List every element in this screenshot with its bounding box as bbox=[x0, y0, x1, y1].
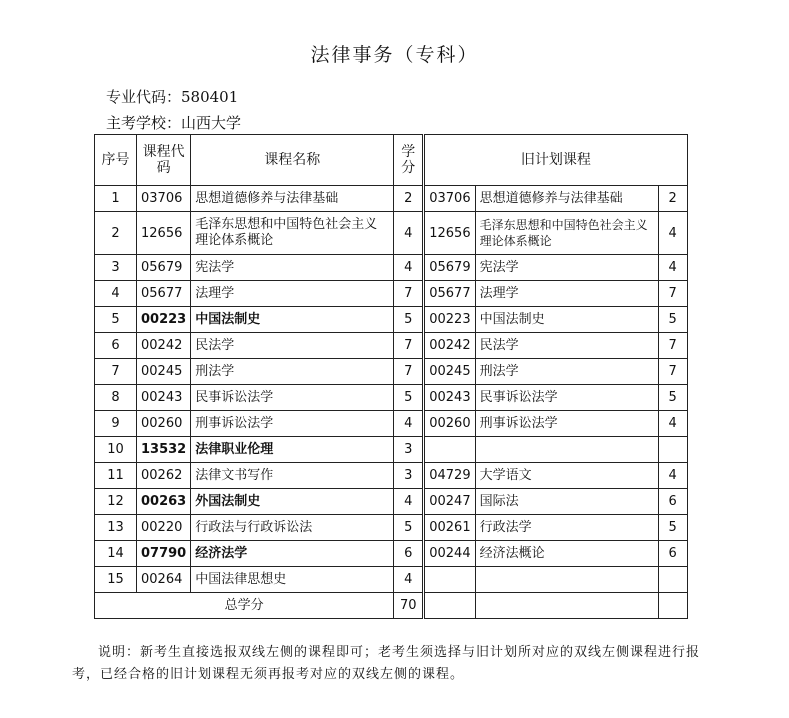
cell-old-credits: 5 bbox=[658, 385, 687, 411]
table-row bbox=[95, 333, 688, 359]
cell-old-name: 民事诉讼法学 bbox=[475, 385, 658, 411]
empty-cell bbox=[424, 593, 475, 619]
course-table bbox=[94, 134, 688, 619]
cell-code: 00264 bbox=[137, 567, 191, 593]
cell-credits: 5 bbox=[394, 385, 424, 411]
cell-no: 4 bbox=[95, 281, 137, 307]
cell-old-code: 00261 bbox=[424, 515, 475, 541]
cell-no: 7 bbox=[95, 359, 137, 385]
cell-old-credits: 4 bbox=[658, 411, 687, 437]
cell-old-name: 刑法学 bbox=[475, 359, 658, 385]
table-row bbox=[95, 212, 688, 255]
cell-code: 05677 bbox=[137, 281, 191, 307]
header-old-plan: 旧计划课程 bbox=[424, 135, 687, 186]
cell-credits: 7 bbox=[394, 281, 424, 307]
cell-code: 03706 bbox=[137, 186, 191, 212]
cell-no: 6 bbox=[95, 333, 137, 359]
cell-name: 法律文书写作 bbox=[191, 463, 394, 489]
cell-name: 毛泽东思想和中国特色社会主义理论体系概论 bbox=[191, 212, 394, 255]
cell-old-name: 刑事诉讼法学 bbox=[475, 411, 658, 437]
cell-credits: 4 bbox=[394, 567, 424, 593]
cell-code: 12656 bbox=[137, 212, 191, 255]
cell-credits: 3 bbox=[394, 437, 424, 463]
cell-old-name bbox=[475, 437, 658, 463]
cell-name: 中国法律思想史 bbox=[191, 567, 394, 593]
cell-no: 10 bbox=[95, 437, 137, 463]
table-row bbox=[95, 541, 688, 567]
cell-old-name: 行政法学 bbox=[475, 515, 658, 541]
cell-name: 刑事诉讼法学 bbox=[191, 411, 394, 437]
cell-no: 1 bbox=[95, 186, 137, 212]
table-row bbox=[95, 385, 688, 411]
cell-credits: 4 bbox=[394, 212, 424, 255]
cell-code: 00220 bbox=[137, 515, 191, 541]
cell-old-name: 中国法制史 bbox=[475, 307, 658, 333]
cell-old-name bbox=[475, 567, 658, 593]
cell-old-credits: 2 bbox=[658, 186, 687, 212]
cell-old-credits: 7 bbox=[658, 281, 687, 307]
cell-old-code: 00260 bbox=[424, 411, 475, 437]
cell-code: 00260 bbox=[137, 411, 191, 437]
cell-old-code bbox=[424, 437, 475, 463]
cell-name: 法律职业伦理 bbox=[191, 437, 394, 463]
cell-old-credits: 5 bbox=[658, 515, 687, 541]
cell-old-credits: 7 bbox=[658, 359, 687, 385]
cell-old-credits bbox=[658, 567, 687, 593]
cell-old-credits bbox=[658, 437, 687, 463]
empty-cell bbox=[658, 593, 687, 619]
cell-no: 12 bbox=[95, 489, 137, 515]
cell-name: 外国法制史 bbox=[191, 489, 394, 515]
cell-credits: 7 bbox=[394, 359, 424, 385]
cell-credits: 3 bbox=[394, 463, 424, 489]
cell-old-credits: 4 bbox=[658, 463, 687, 489]
cell-old-credits: 6 bbox=[658, 489, 687, 515]
cell-code: 07790 bbox=[137, 541, 191, 567]
table-row bbox=[95, 186, 688, 212]
cell-credits: 5 bbox=[394, 515, 424, 541]
note-text: 说明：新考生直接选报双线左侧的课程即可；老考生须选择与旧计划所对应的双线左侧课程进行报考，已经合格的旧计划课程无须再报考对应的双线左侧的课程。 bbox=[72, 645, 701, 682]
cell-credits: 7 bbox=[394, 333, 424, 359]
cell-name: 民事诉讼法学 bbox=[191, 385, 394, 411]
cell-no: 13 bbox=[95, 515, 137, 541]
cell-old-code: 00247 bbox=[424, 489, 475, 515]
cell-name: 法理学 bbox=[191, 281, 394, 307]
cell-old-code: 05679 bbox=[424, 255, 475, 281]
cell-name: 宪法学 bbox=[191, 255, 394, 281]
total-label: 总学分 bbox=[95, 593, 394, 619]
table-row bbox=[95, 463, 688, 489]
table-row bbox=[95, 515, 688, 541]
cell-credits: 4 bbox=[394, 255, 424, 281]
cell-old-code: 04729 bbox=[424, 463, 475, 489]
cell-no: 14 bbox=[95, 541, 137, 567]
cell-code: 05679 bbox=[137, 255, 191, 281]
table-header-row bbox=[95, 135, 688, 186]
table-row bbox=[95, 255, 688, 281]
empty-cell bbox=[475, 593, 658, 619]
cell-name: 经济法学 bbox=[191, 541, 394, 567]
cell-no: 8 bbox=[95, 385, 137, 411]
cell-old-code: 00245 bbox=[424, 359, 475, 385]
cell-old-name: 经济法概论 bbox=[475, 541, 658, 567]
cell-old-code: 00243 bbox=[424, 385, 475, 411]
cell-no: 2 bbox=[95, 212, 137, 255]
cell-no: 5 bbox=[95, 307, 137, 333]
header-credits: 学分 bbox=[394, 135, 424, 186]
cell-old-name: 宪法学 bbox=[475, 255, 658, 281]
total-credits: 70 bbox=[394, 593, 424, 619]
table-row bbox=[95, 489, 688, 515]
cell-code: 13532 bbox=[137, 437, 191, 463]
cell-old-name: 国际法 bbox=[475, 489, 658, 515]
cell-old-name: 大学语文 bbox=[475, 463, 658, 489]
table-row bbox=[95, 281, 688, 307]
cell-old-credits: 5 bbox=[658, 307, 687, 333]
total-row bbox=[95, 593, 688, 619]
cell-old-credits: 7 bbox=[658, 333, 687, 359]
cell-old-code bbox=[424, 567, 475, 593]
cell-code: 00262 bbox=[137, 463, 191, 489]
header-no: 序号 bbox=[95, 135, 137, 186]
cell-credits: 2 bbox=[394, 186, 424, 212]
table-row bbox=[95, 359, 688, 385]
cell-name: 刑法学 bbox=[191, 359, 394, 385]
cell-code: 00223 bbox=[137, 307, 191, 333]
cell-credits: 4 bbox=[394, 411, 424, 437]
cell-old-credits: 6 bbox=[658, 541, 687, 567]
table-row bbox=[95, 567, 688, 593]
table-row bbox=[95, 437, 688, 463]
table-row bbox=[95, 411, 688, 437]
cell-credits: 4 bbox=[394, 489, 424, 515]
cell-old-credits: 4 bbox=[658, 212, 687, 255]
cell-old-name: 民法学 bbox=[475, 333, 658, 359]
cell-old-code: 05677 bbox=[424, 281, 475, 307]
cell-old-name: 毛泽东思想和中国特色社会主义理论体系概论 bbox=[475, 212, 658, 255]
cell-name: 思想道德修养与法律基础 bbox=[191, 186, 394, 212]
page-title: 法律事务（专科） bbox=[310, 44, 479, 66]
cell-code: 00243 bbox=[137, 385, 191, 411]
cell-credits: 5 bbox=[394, 307, 424, 333]
cell-name: 中国法制史 bbox=[191, 307, 394, 333]
cell-no: 11 bbox=[95, 463, 137, 489]
table-row bbox=[95, 307, 688, 333]
cell-old-credits: 4 bbox=[658, 255, 687, 281]
cell-old-code: 03706 bbox=[424, 186, 475, 212]
cell-code: 00263 bbox=[137, 489, 191, 515]
header-name: 课程名称 bbox=[191, 135, 394, 186]
cell-old-name: 思想道德修养与法律基础 bbox=[475, 186, 658, 212]
cell-old-code: 00244 bbox=[424, 541, 475, 567]
cell-name: 行政法与行政诉讼法 bbox=[191, 515, 394, 541]
header-code: 课程代码 bbox=[137, 135, 191, 186]
cell-name: 民法学 bbox=[191, 333, 394, 359]
cell-old-code: 00242 bbox=[424, 333, 475, 359]
cell-no: 15 bbox=[95, 567, 137, 593]
major-code: 专业代码：580401 bbox=[106, 88, 239, 106]
cell-old-name: 法理学 bbox=[475, 281, 658, 307]
cell-no: 9 bbox=[95, 411, 137, 437]
cell-no: 3 bbox=[95, 255, 137, 281]
exam-school: 主考学校：山西大学 bbox=[106, 114, 242, 132]
cell-code: 00242 bbox=[137, 333, 191, 359]
cell-old-code: 00223 bbox=[424, 307, 475, 333]
cell-code: 00245 bbox=[137, 359, 191, 385]
cell-old-code: 12656 bbox=[424, 212, 475, 255]
cell-credits: 6 bbox=[394, 541, 424, 567]
